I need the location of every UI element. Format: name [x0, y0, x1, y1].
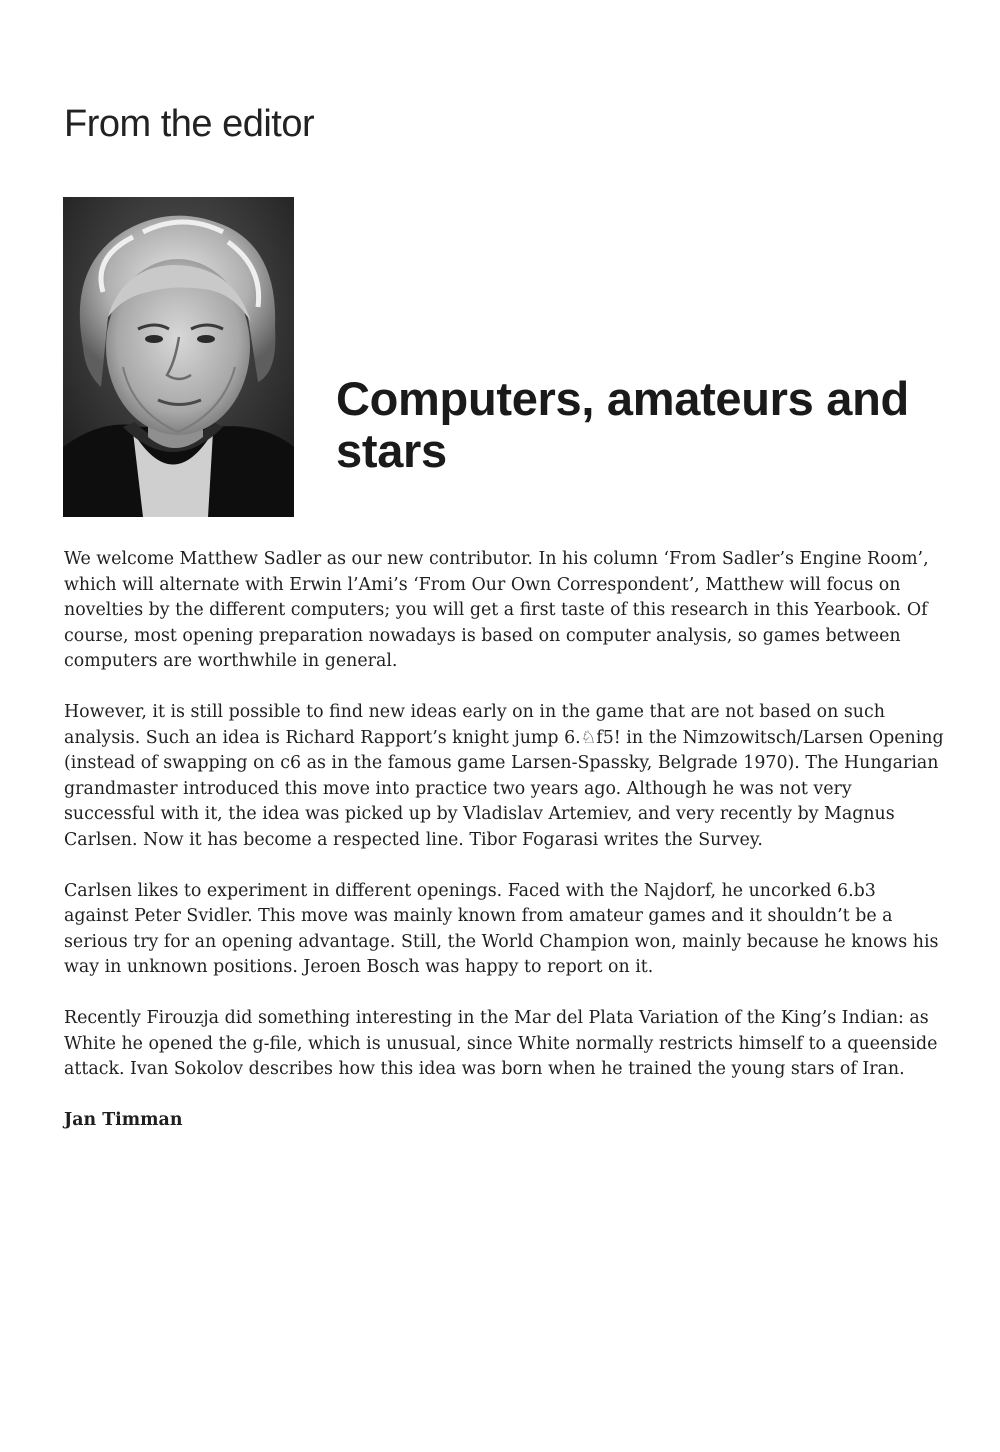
- article-paragraph: Carlsen likes to experiment in different openings. Faced with the Najdorf, he uncorked 6.b3 against Peter Svidler. This move was mainly known from amateur games and it shouldn’t be a serious try for an opening advantage. Still, the World Champion won, mainly because he knows his way in unknown positions. Jeroen Bosch was happy to report on it.: [64, 880, 939, 977]
- author-portrait-photo: [63, 197, 294, 517]
- section-title: From the editor: [64, 103, 315, 145]
- article-paragraph: However, it is still possible to find new ideas early on in the game that are not based on such analysis. Such an idea is Richard Rapport’s knight jump 6.♘f5! in the Nimzowitsch/Larsen Opening (instead of swapping on c6 as in the famous game Larsen-Spassky, Belgrade 1970). The Hungarian grandmaster introduced this move into practice two years ago. Although he was not very successful with it, the idea was picked up by Vladislav Artemiev, and very recently by Magnus Carlsen. Now it has become a respected line. Tibor Fogarasi writes the Survey.: [64, 702, 944, 850]
- article-paragraph: Recently Firouzja did something interesting in the Mar del Plata Variation of the King’s Indian: as White he opened the g-file, which is unusual, since White normally restricts himself to a queenside attack. Ivan Sokolov describes how this idea was born when he trained the young stars of Iran.: [64, 1008, 938, 1079]
- article-headline: Computers, amateurs and stars: [336, 372, 909, 477]
- article-body: [64, 547, 944, 1159]
- author-signature: Jan Timman: [64, 1110, 183, 1130]
- article-paragraph: We welcome Matthew Sadler as our new contributor. In his column ‘From Sadler’s Engine Room’, which will alternate with Erwin l’Ami’s ‘From Our Own Correspondent’, Matthew will focus on novelties by the different computers; you will get a first taste of this research in this Yearbook. Of course, most opening preparation nowadays is based on computer analysis, so games between computers are worthwhile in general.: [64, 549, 929, 671]
